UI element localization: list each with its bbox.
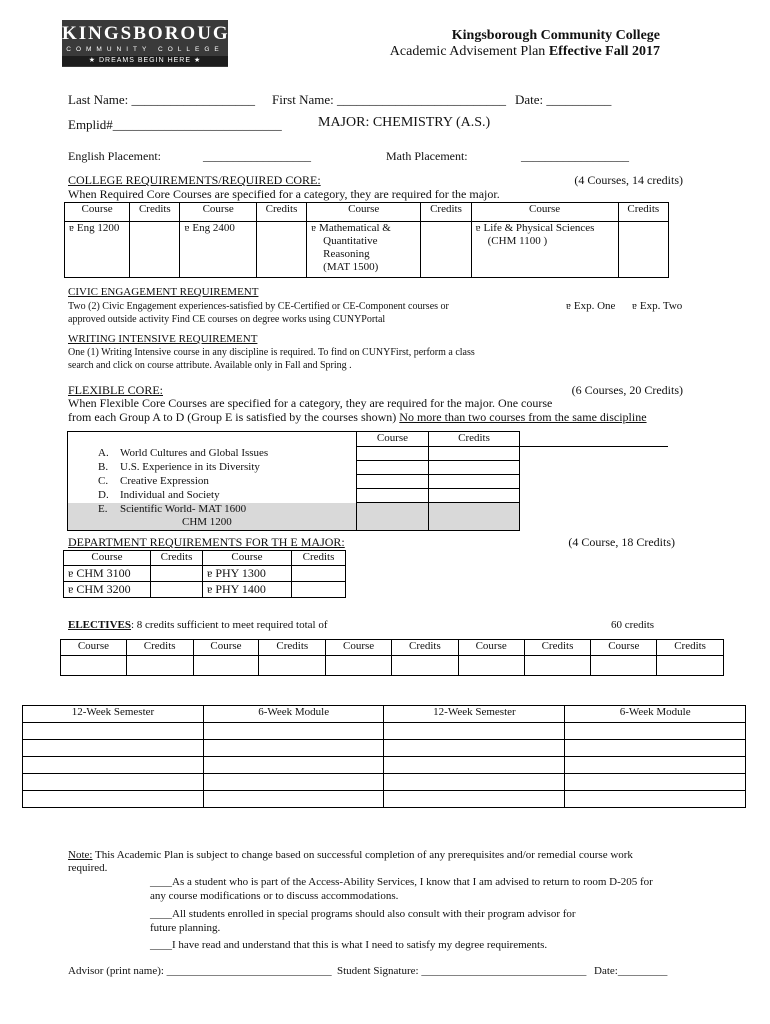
dept-header: Credits <box>292 551 346 566</box>
core-header: Course <box>180 203 256 222</box>
plan-title <box>390 44 660 60</box>
english-placement-field[interactable]: __________________ <box>203 149 311 163</box>
writing-title: WRITING INTENSIVE REQUIREMENT <box>68 333 258 345</box>
footer-date-field[interactable]: Date:_________ <box>594 965 668 977</box>
core-table <box>64 202 669 278</box>
semester-cell[interactable] <box>384 791 565 808</box>
ack-understand[interactable]: ____I have read and understand that this is what I need to satisfy my degree requirements. <box>150 939 548 951</box>
core-header: Course <box>65 203 130 222</box>
dept-credits-cell[interactable] <box>151 582 203 598</box>
electives-header: Course <box>458 640 524 656</box>
ack-special-programs-cont: future planning. <box>150 922 221 934</box>
semester-cell[interactable] <box>384 774 565 791</box>
advisor-name-field[interactable]: Advisor (print name): ______________________________ <box>68 965 332 977</box>
semester-table <box>22 705 746 808</box>
core-course-cell[interactable] <box>180 222 256 278</box>
flex-group-b <box>68 461 357 475</box>
flex-group-e <box>68 503 357 531</box>
note-text-cont: required. <box>68 862 108 874</box>
electives-line <box>68 619 328 631</box>
core-header: Credits <box>130 203 180 222</box>
flex-credits-cell <box>429 503 520 531</box>
math-placement-label: Math Placement: <box>386 149 468 163</box>
plan-prefix: Academic Advisement Plan <box>389 44 549 59</box>
civic-exp-one[interactable] <box>566 300 615 312</box>
semester-cell[interactable] <box>565 757 746 774</box>
dept-header: Course <box>203 551 292 566</box>
group-e-extra: CHM 1200 <box>182 515 232 528</box>
checkbox-icon: ɐ <box>184 222 190 234</box>
semester-cell[interactable] <box>565 774 746 791</box>
exp-one-label: Exp. One <box>573 300 616 312</box>
core-credits: (4 Courses, 14 credits) <box>574 173 683 187</box>
electives-header: Course <box>193 640 259 656</box>
semester-cell[interactable] <box>203 723 384 740</box>
checkbox-icon: ɐ <box>566 300 571 312</box>
dept-header: Credits <box>151 551 203 566</box>
ack-access-ability-cont: any course modifications or to discuss accommodations. <box>150 890 399 902</box>
semester-cell[interactable] <box>565 740 746 757</box>
core-note: When Required Core Courses are specified for a category, they are required for the major. <box>68 187 500 201</box>
dept-header: Course <box>64 551 151 566</box>
electives-cell[interactable] <box>61 656 127 676</box>
writing-line2: search and click on course attribute. Available only in Fall and Spring . <box>68 360 352 371</box>
core-credits-cell[interactable] <box>256 222 306 278</box>
flex-title: FLEXIBLE CORE: <box>68 383 163 397</box>
dept-course-cell[interactable] <box>64 582 151 598</box>
dept-credits-cell[interactable] <box>292 582 346 598</box>
dept-table <box>63 550 346 598</box>
semester-cell[interactable] <box>203 791 384 808</box>
checkbox-icon: ɐ <box>68 582 74 596</box>
core-header: Credits <box>421 203 471 222</box>
college-logo <box>62 20 247 67</box>
civic-exp-two[interactable] <box>632 300 682 312</box>
core-header: Course <box>471 203 618 222</box>
core-credits-cell[interactable] <box>421 222 471 278</box>
flex-group-c <box>68 475 357 489</box>
group-name: Creative Expression <box>120 474 209 487</box>
electives-total: 60 credits <box>611 619 655 631</box>
core-course: Reasoning <box>323 248 370 260</box>
core-credits-cell[interactable] <box>130 222 180 278</box>
core-course: Life & Physical Sciences <box>483 222 595 234</box>
electives-cell[interactable] <box>259 656 326 676</box>
dept-course-cell[interactable] <box>64 566 151 582</box>
electives-cell[interactable] <box>524 656 591 676</box>
semester-cell[interactable] <box>384 740 565 757</box>
group-name: Individual and Society <box>120 488 220 501</box>
flex-col-credits: Credits <box>429 432 520 447</box>
flex-credits-cell[interactable] <box>429 475 520 489</box>
dept-course-cell[interactable] <box>203 566 292 582</box>
checkbox-icon: ɐ <box>311 222 317 234</box>
core-course: Quantitative <box>323 235 378 247</box>
flex-credits-cell[interactable] <box>429 489 520 503</box>
flex-group-a <box>68 447 357 461</box>
student-signature-field[interactable]: Student Signature: ______________________________ <box>337 965 587 977</box>
writing-line1: One (1) Writing Intensive course in any discipline is required. To find on CUNYFirst, perform a class <box>68 347 475 358</box>
group-letter: E. <box>98 502 108 515</box>
checkbox-icon: ɐ <box>69 222 74 234</box>
english-placement-label: English Placement: <box>68 149 161 163</box>
core-course-cell[interactable] <box>307 222 421 278</box>
electives-header: Credits <box>524 640 591 656</box>
civic-line1: Two (2) Civic Engagement experiences-satisfied by CE-Certified or CE-Component courses or <box>68 301 449 312</box>
semester-cell[interactable] <box>565 723 746 740</box>
flex-group-d <box>68 489 357 503</box>
dept-title: DEPARTMENT REQUIREMENTS FOR TH E MAJOR: <box>68 535 345 549</box>
emplid-field[interactable]: Emplid#__________________________ <box>68 117 282 132</box>
electives-header: Credits <box>259 640 326 656</box>
flex-course-cell[interactable] <box>357 447 429 461</box>
electives-header: Course <box>591 640 657 656</box>
logo-subtitle: COMMUNITY COLLEGE <box>66 46 224 53</box>
semester-cell[interactable] <box>203 740 384 757</box>
electives-cell[interactable] <box>193 656 259 676</box>
group-name: World Cultures and Global Issues <box>120 446 269 459</box>
civic-title: CIVIC ENGAGEMENT REQUIREMENT <box>68 286 259 298</box>
semester-header: 6-Week Module <box>565 706 746 723</box>
dept-course: PHY 1300 <box>215 566 266 580</box>
group-name: Scientific World- MAT 1600 <box>120 502 247 515</box>
flex-line1: When Flexible Core Courses are specified for a category, they are required for the major. One course <box>68 396 553 410</box>
flex-table <box>67 431 668 531</box>
semester-cell[interactable] <box>23 757 204 774</box>
logo-wordmark: KINGSBOROUGH <box>62 23 247 44</box>
electives-label: ELECTIVES <box>68 619 131 631</box>
dept-credits: (4 Course, 18 Credits) <box>568 535 675 549</box>
note-label: Note: <box>68 849 93 861</box>
flex-line2 <box>68 410 647 425</box>
flex-col-course: Course <box>357 432 429 447</box>
footer-note <box>68 849 633 861</box>
flex-course-cell <box>357 503 429 531</box>
semester-header: 12-Week Semester <box>384 706 565 723</box>
dept-course-cell[interactable] <box>203 582 292 598</box>
core-course: Eng 1200 <box>76 222 120 234</box>
flex-course-cell[interactable] <box>357 475 429 489</box>
electives-cell[interactable] <box>326 656 392 676</box>
dept-credits-cell[interactable] <box>151 566 203 582</box>
core-course-cell[interactable] <box>65 222 130 278</box>
electives-cell[interactable] <box>126 656 193 676</box>
core-course: (MAT 1500) <box>323 261 379 273</box>
last-name-field[interactable]: Last Name: ___________________ <box>68 92 256 107</box>
checkbox-icon: ɐ <box>207 582 213 596</box>
electives-text: : 8 credits sufficient to meet required total of <box>130 619 328 631</box>
semester-cell[interactable] <box>203 774 384 791</box>
core-course: Eng 2400 <box>192 222 235 234</box>
core-course: (CHM 1100 ) <box>487 235 548 247</box>
college-name: Kingsborough Community College <box>451 28 660 43</box>
checkbox-icon: ɐ <box>475 222 481 234</box>
semester-cell[interactable] <box>384 757 565 774</box>
plan-effective: Effective Fall 2017 <box>548 44 660 59</box>
electives-cell[interactable] <box>591 656 657 676</box>
dept-course: CHM 3100 <box>76 566 131 580</box>
semester-cell[interactable] <box>384 723 565 740</box>
major-title: MAJOR: CHEMISTRY (A.S.) <box>318 115 491 130</box>
first-name-field[interactable]: First Name: __________________________ <box>272 92 506 107</box>
semester-cell[interactable] <box>565 791 746 808</box>
dept-course: CHM 3200 <box>76 582 131 596</box>
core-course: Mathematical & <box>319 222 391 234</box>
semester-cell[interactable] <box>23 740 204 757</box>
note-text: This Academic Plan is subject to change based on successful completion of any prerequisites and/or remedial course work <box>92 849 633 861</box>
core-header: Course <box>307 203 421 222</box>
checkbox-icon: ɐ <box>207 566 213 580</box>
checkbox-icon: ɐ <box>68 566 74 580</box>
math-placement-field[interactable]: __________________ <box>521 149 629 163</box>
group-name: U.S. Experience in its Diversity <box>120 460 260 473</box>
semester-cell[interactable] <box>23 774 204 791</box>
group-letter: C. <box>98 474 109 487</box>
electives-header: Course <box>326 640 392 656</box>
electives-header: Course <box>61 640 127 656</box>
group-letter: D. <box>98 488 109 501</box>
dept-course: PHY 1400 <box>215 582 266 596</box>
dept-credits-cell[interactable] <box>292 566 346 582</box>
core-title: COLLEGE REQUIREMENTS/REQUIRED CORE: <box>68 173 321 187</box>
core-header: Credits <box>256 203 306 222</box>
electives-header: Credits <box>126 640 193 656</box>
flex-line2-underlined: No more than two courses from the same discipline <box>399 410 647 424</box>
semester-cell[interactable] <box>23 791 204 808</box>
flex-credits: (6 Courses, 20 Credits) <box>571 383 683 397</box>
flex-line2-text: from each Group A to D (Group E is satisfied by the courses shown) <box>68 410 400 424</box>
ack-access-ability[interactable]: ____As a student who is part of the Access-Ability Services, I know that I am advised to return to room D-205 for <box>150 876 653 888</box>
core-credits-cell[interactable] <box>618 222 668 278</box>
semester-header: 6-Week Module <box>203 706 384 723</box>
flex-course-cell[interactable] <box>357 489 429 503</box>
date-field[interactable]: Date: __________ <box>515 92 612 107</box>
exp-two-label: Exp. Two <box>639 300 683 312</box>
semester-header: 12-Week Semester <box>23 706 204 723</box>
semester-cell[interactable] <box>23 723 204 740</box>
core-header: Credits <box>618 203 668 222</box>
semester-cell[interactable] <box>203 757 384 774</box>
ack-special-programs[interactable]: ____All students enrolled in special programs should also consult with their program advisor for <box>150 908 576 920</box>
flex-credits-cell[interactable] <box>429 461 520 475</box>
electives-table <box>60 639 724 676</box>
logo-tagline: ★ DREAMS BEGIN HERE ★ <box>62 56 228 66</box>
group-letter: B. <box>98 460 109 473</box>
core-course-cell[interactable] <box>471 222 618 278</box>
electives-cell[interactable] <box>657 656 724 676</box>
electives-header: Credits <box>391 640 458 656</box>
electives-cell[interactable] <box>458 656 524 676</box>
group-letter: A. <box>98 446 109 459</box>
electives-header: Credits <box>657 640 724 656</box>
flex-credits-cell[interactable] <box>429 447 520 461</box>
electives-cell[interactable] <box>391 656 458 676</box>
flex-course-cell[interactable] <box>357 461 429 475</box>
civic-line2: approved outside activity Find CE courses on degree works using CUNYPortal <box>68 314 386 325</box>
checkbox-icon: ɐ <box>632 300 637 312</box>
